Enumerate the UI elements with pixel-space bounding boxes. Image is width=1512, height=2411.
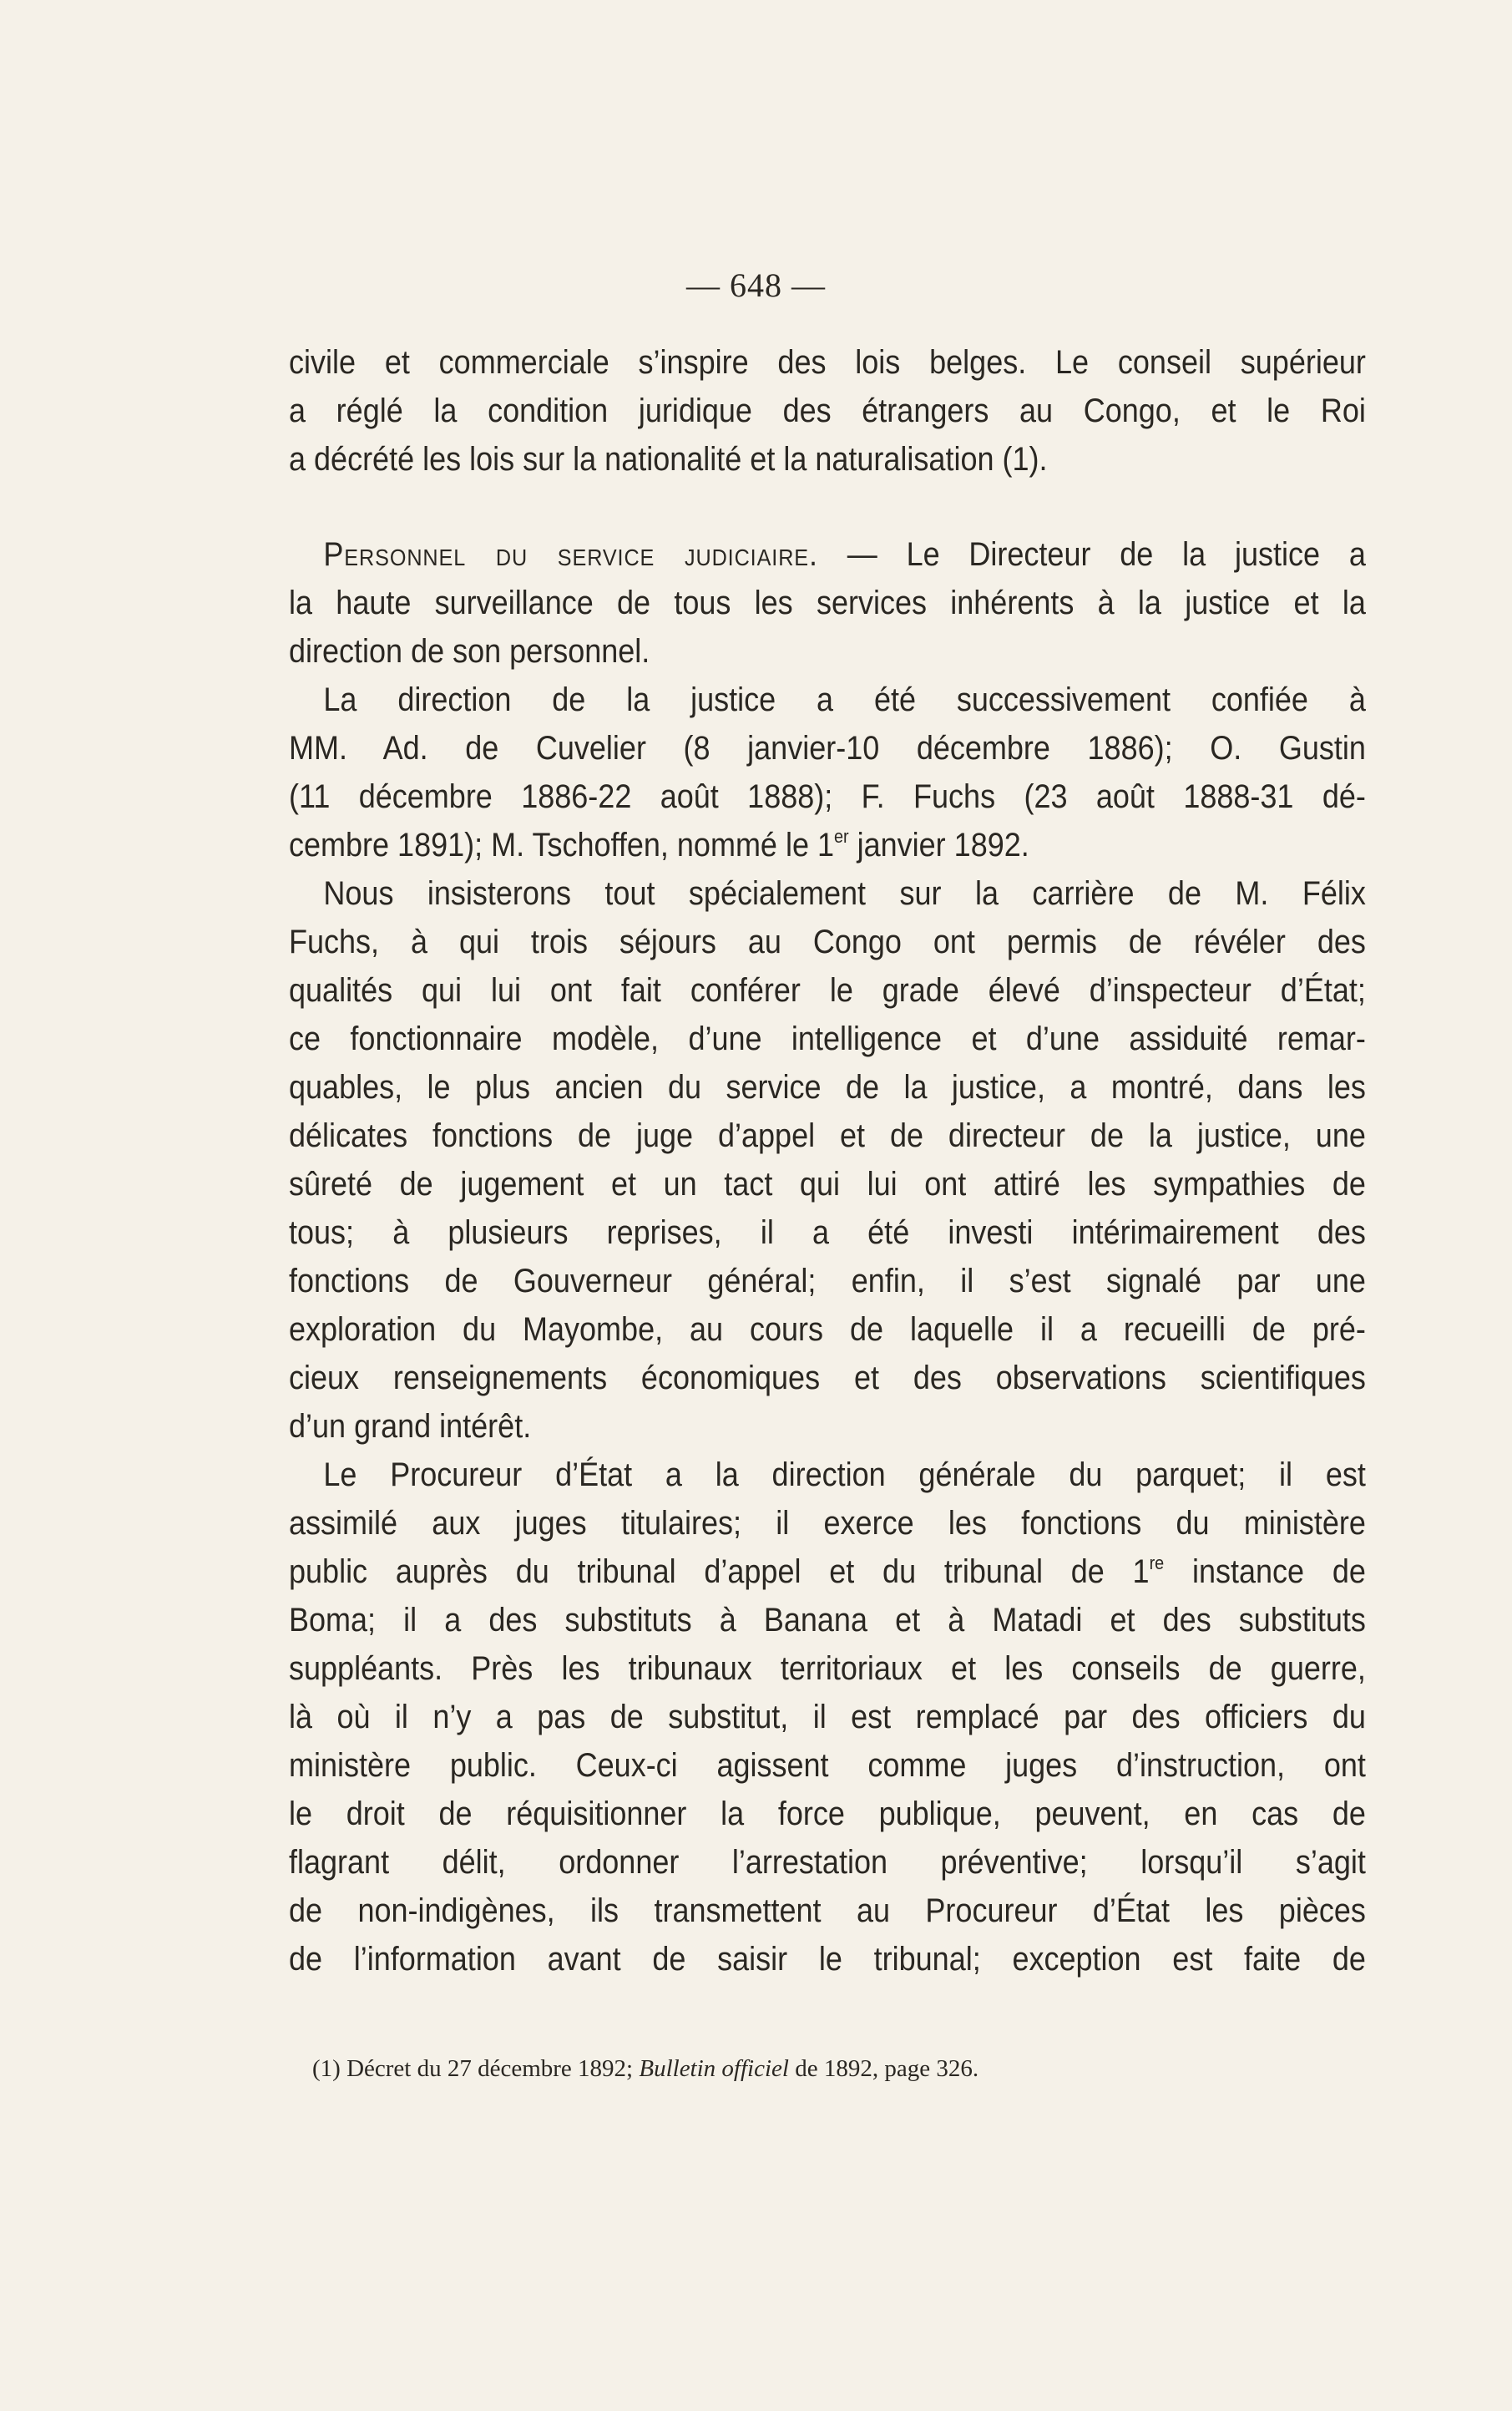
text-line: délicates fonctions de juge d’appel et de directeur de la justice, une (289, 1117, 1366, 1154)
text-line: d’un grand intérêt. (289, 1408, 532, 1445)
text-line: MM. Ad. de Cuvelier (8 janvier-10 décembre 1886); O. Gustin (289, 730, 1366, 767)
paragraph-gap (289, 484, 1366, 530)
text-line: (11 décembre 1886-22 août 1888); F. Fuchs (23 août 1888-31 dé- (289, 778, 1366, 815)
superscript: re (1149, 1552, 1165, 1573)
text-line: suppléants. Près les tribunaux territoriaux et les conseils de guerre, (289, 1650, 1366, 1687)
text-line: Nous insisterons tout spécialement sur la carrière de M. Félix (323, 875, 1366, 912)
text-line: ce fonctionnaire modèle, d’une intelligence et d’une assiduité remar- (289, 1021, 1366, 1057)
text-line: cembre 1891); M. Tschoffen, nommé le 1er janvier 1892. (289, 826, 1029, 864)
text-line: la haute surveillance de tous les services inhérents à la justice et la (289, 585, 1366, 621)
text-line (289, 1547, 1366, 1596)
footnote-marker: (1) (312, 2055, 341, 2082)
text-line: là où il n’y a pas de substitut, il est remplacé par des officiers du (289, 1699, 1366, 1735)
text-line: assimilé aux juges titulaires; il exerce les fonctions du ministère (289, 1505, 1366, 1542)
text-line: Fuchs, à qui trois séjours au Congo ont permis de révéler des (289, 924, 1366, 960)
text-line: de l’information avant de saisir le tribunal; exception est faite de (289, 1941, 1366, 1978)
text-line: cieux renseignements économiques et des observations scientifiques (289, 1360, 1366, 1396)
text-line: quables, le plus ancien du service de la justice, a montré, dans les (289, 1069, 1366, 1106)
text-line: direction de son personnel. (289, 633, 650, 670)
text-segment: — Le Directeur de la justice a (847, 536, 1366, 573)
body-text (289, 338, 1366, 1983)
text-line (289, 530, 1366, 579)
text-line: Le Procureur d’État a la direction générale du parquet; il est (323, 1456, 1366, 1493)
footnote (312, 2050, 1364, 2087)
footnote-italic-title: Bulletin officiel (639, 2055, 789, 2082)
text-line: de non-indigènes, ils transmettent au Procureur d’État les pièces (289, 1892, 1366, 1929)
text-line: Boma; il a des substituts à Banana et à Matadi et des substituts (289, 1602, 1366, 1639)
superscript: er (834, 826, 849, 847)
page-number: — 648 — (686, 266, 826, 304)
text-line: a réglé la condition juridique des étrangers au Congo, et le Roi (289, 393, 1366, 429)
text-line: a décrété les lois sur la nationalité et la naturalisation (1). (289, 441, 1048, 478)
text-line: fonctions de Gouverneur général; enfin, il s’est signalé par une (289, 1263, 1366, 1299)
section-heading: Personnel du service judiciaire. (323, 536, 818, 573)
text-segment: cembre 1891); M. Tschoffen, nommé le (289, 827, 817, 864)
footnote-text: de 1892, page 326. (795, 2055, 979, 2082)
text-line: le droit de réquisitionner la force publique, peuvent, en cas de (289, 1796, 1366, 1832)
text-line: La direction de la justice a été successivement confiée à (323, 681, 1366, 718)
text-line: tous; à plusieurs reprises, il a été investi intérimairement des (289, 1214, 1366, 1251)
text-segment: instance de (1164, 1553, 1366, 1590)
text-line: qualités qui lui ont fait conférer le grade élevé d’inspecteur d’État; (289, 972, 1366, 1009)
footnote-text: Décret du 27 décembre 1892; (346, 2055, 634, 2082)
text-line: flagrant délit, ordonner l’arrestation préventive; lorsqu’il s’agit (289, 1844, 1366, 1881)
text-segment: janvier 1892. (857, 827, 1029, 864)
text-segment: public auprès du tribunal d’appel et du tribunal de 1 (289, 1553, 1150, 1590)
text-line: civile et commerciale s’inspire des lois belges. Le conseil supérieur (289, 344, 1366, 381)
text-line: ministère public. Ceux-ci agissent comme juges d’instruction, ont (289, 1747, 1366, 1784)
text-line: exploration du Mayombe, au cours de laquelle il a recueilli de pré- (289, 1311, 1366, 1348)
text-line: sûreté de jugement et un tact qui lui ont attiré les sympathies de (289, 1166, 1366, 1203)
